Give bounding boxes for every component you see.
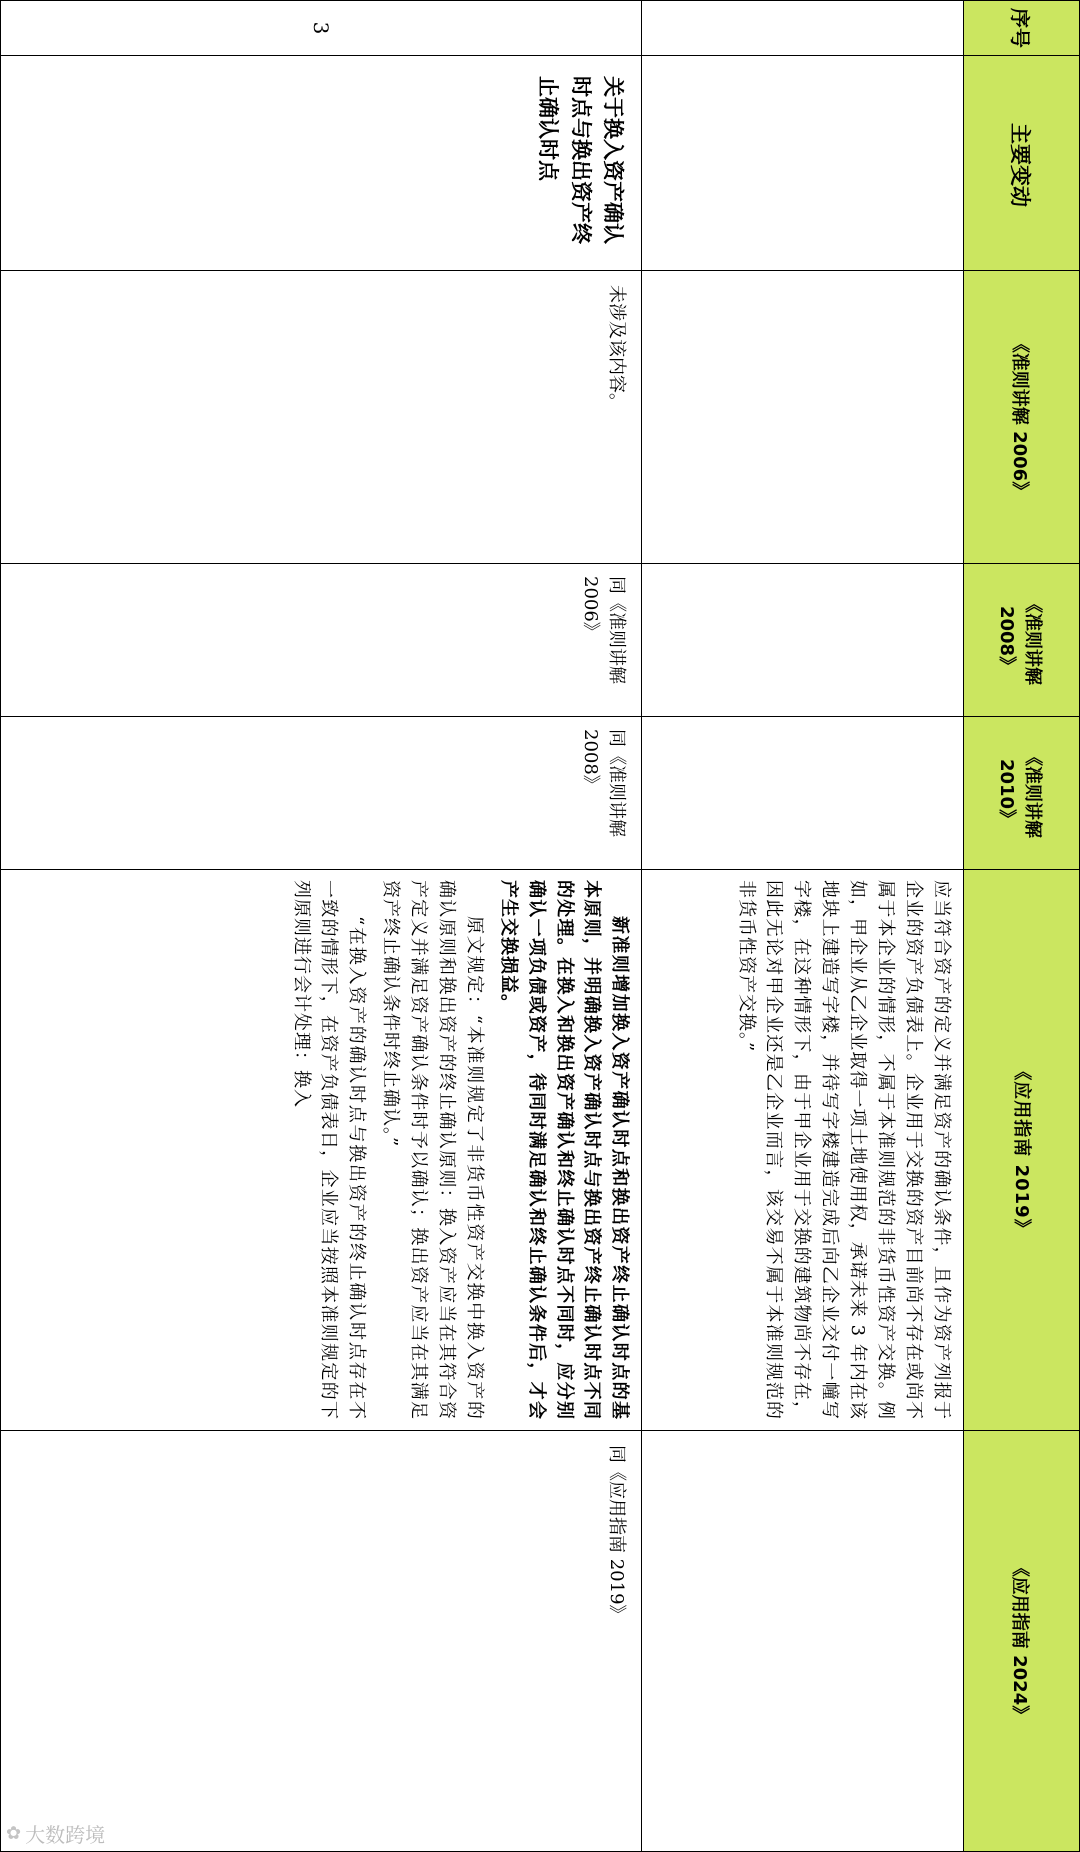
guide-2019-summary: 新准则增加换入资产确认时点和换出资产终止确认时点的基本原则，并明确换入资产确认时点与换出资产终止确认时点不同的处理。在换入和换出资产确认和终止确认时点不同时，应分别确认一项负债或资产，待同时满足确认和终止确认条件后，才会产生交换损益。	[497, 880, 631, 1420]
cell-2008-empty	[642, 564, 963, 717]
cell-number-empty	[642, 1, 963, 56]
cell-number: 3	[1, 1, 642, 56]
cell-guide-2019-continued	[642, 870, 963, 1431]
guide-2019-original-text: 原文规定：“本准则规定了非货币性资产交换中换入资产的确认原则和换出资产的终止确认原则：换入资产应当在其符合资产定义并满足资产确认条件时予以确认；换出资产应当在其满足资产终止确认条件时终止确认。”	[380, 880, 485, 1420]
cell-change-empty	[642, 56, 963, 271]
cell-explanation-2006: 未涉及该内容。	[1, 271, 642, 564]
cell-2024-empty	[642, 1431, 963, 1852]
watermark-icon: ✿	[6, 1823, 22, 1844]
cell-explanation-2008: 同《准则讲解 2006》	[1, 564, 642, 717]
header-row	[963, 1, 1079, 1852]
header-guide-2024: 《应用指南 2024》	[963, 1431, 1079, 1852]
header-number: 序号	[963, 1, 1079, 56]
header-guide-2019: 《应用指南 2019》	[963, 870, 1079, 1431]
table-row-continued	[642, 1, 963, 1852]
header-main-change: 主要变动	[963, 56, 1079, 271]
header-explanation-2006: 《准则讲解 2006》	[963, 271, 1079, 564]
watermark-logo	[6, 1819, 105, 1848]
cell-main-change: 关于换入资产确认时点与换出资产终止确认时点	[1, 56, 642, 271]
header-explanation-2010: 《准则讲解 2010》	[963, 717, 1079, 870]
watermark-text: 大数跨境	[25, 1823, 106, 1847]
cell-explanation-2010: 同《准则讲解 2008》	[1, 717, 642, 870]
header-explanation-2008: 《准则讲解 2008》	[963, 564, 1079, 717]
cell-guide-2019	[1, 870, 642, 1431]
cell-2010-empty	[642, 717, 963, 870]
cell-2006-empty	[642, 271, 963, 564]
guide-2019-continued-text: 应当符合资产的定义并满足资产的确认条件，且作为资产列报于企业的资产负债表上。企业用于交换的资产目前尚不存在或尚不属于本企业的情形，不属于本准则规范的非货币性资产交换。例如，甲企业从乙企业取得一项土地使用权，承诺未来 3 年内在该地块上建造写字楼，并待写字楼建造完成后向乙企业交付一幢写字楼，在这种情形下，由于甲企业用于交换的建筑物尚不存在，因此无论对甲企业还是乙企业而言，该交易不属于本准则规范的非货币性资产交换。”	[735, 880, 952, 1420]
guide-2019-quote: “在换入资产的确认时点与换出资产的终止确认时点存在不一致的情形下，在资产负债表日，企业应当按照本准则规定的下列原则进行会计处理：换入	[290, 880, 368, 1420]
cell-guide-2024: 同《应用指南 2019》	[1, 1431, 642, 1852]
table-row	[1, 1, 642, 1852]
